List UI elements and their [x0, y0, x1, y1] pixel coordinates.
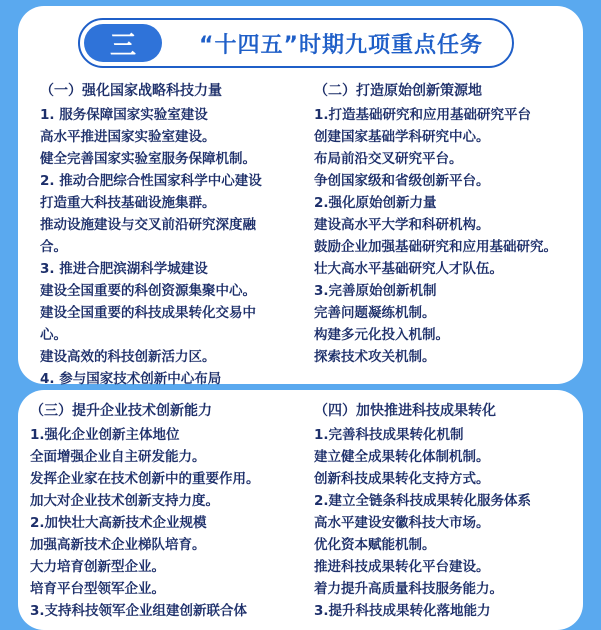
task-line: 合。	[40, 239, 67, 255]
section-lines	[40, 104, 295, 390]
task-line: 构建多元化投入机制。	[314, 327, 449, 343]
task-line: 心。	[40, 327, 67, 343]
task-line: 推动设施建设与交叉前沿研究深度融	[40, 217, 256, 233]
task-line: 优化资本赋能机制。	[314, 537, 436, 553]
section-heading: （三）提升企业技术创新能力	[30, 403, 212, 419]
task-line: 探索技术攻关机制。	[314, 349, 436, 365]
section-4	[314, 400, 584, 622]
task-line: 3.完善原始创新机制	[314, 283, 437, 299]
task-line: 2.加快壮大高新技术企业规模	[30, 515, 207, 531]
task-line: 建立健全成果转化体制机制。	[314, 449, 490, 465]
task-line: 3. 推进合肥滨湖科学城建设	[40, 261, 208, 277]
task-line: 建设全国重要的科技成果转化交易中	[40, 305, 256, 321]
page-title: “十四五”时期九项重点任务	[199, 32, 483, 58]
task-line: 建设高效的科技创新活力区。	[40, 349, 216, 365]
section-1	[40, 80, 295, 390]
section-number-badge: 三	[84, 24, 162, 62]
task-line: 创新科技成果转化支持方式。	[314, 471, 490, 487]
task-line: 3.支持科技领军企业组建创新联合体	[30, 603, 248, 619]
task-line: 1. 服务保障国家实验室建设	[40, 107, 208, 123]
section-lines	[30, 424, 310, 622]
section-heading: （四）加快推进科技成果转化	[314, 403, 496, 419]
task-line: 1.强化企业创新主体地位	[30, 427, 180, 443]
task-line: 1.完善科技成果转化机制	[314, 427, 464, 443]
task-line: 大力培育创新型企业。	[30, 559, 165, 575]
task-line: 鼓励企业加强基础研究和应用基础研究。	[314, 239, 557, 255]
task-line: 争创国家级和省级创新平台。	[314, 173, 490, 189]
task-line: 打造重大科技基础设施集群。	[40, 195, 216, 211]
task-line: 全面增强企业自主研发能力。	[30, 449, 206, 465]
task-line: 高水平建设安徽科技大市场。	[314, 515, 490, 531]
task-line: 着力提升高质量科技服务能力。	[314, 581, 503, 597]
task-line: 2. 推动合肥综合性国家科学中心建设	[40, 173, 262, 189]
section-3	[30, 400, 310, 622]
task-line: 建设全国重要的科创资源集聚中心。	[40, 283, 256, 299]
section-heading: （一）强化国家战略科技力量	[40, 83, 222, 99]
title-banner	[78, 18, 514, 68]
task-line: 推进科技成果转化平台建设。	[314, 559, 490, 575]
section-heading: （二）打造原始创新策源地	[314, 83, 482, 99]
task-line: 2.建立全链条科技成果转化服务体系	[314, 493, 532, 509]
section-2	[314, 80, 582, 368]
task-line: 建设高水平大学和科研机构。	[314, 217, 490, 233]
task-line: 加强高新技术企业梯队培育。	[30, 537, 206, 553]
task-line: 4. 参与国家技术创新中心布局	[40, 371, 222, 387]
task-line: 加大对企业技术创新支持力度。	[30, 493, 219, 509]
task-line: 完善问题凝练机制。	[314, 305, 436, 321]
task-line: 培育平台型领军企业。	[30, 581, 165, 597]
task-line: 1.打造基础研究和应用基础研究平台	[314, 107, 532, 123]
task-line: 健全完善国家实验室服务保障机制。	[40, 151, 256, 167]
task-line: 创建国家基础学科研究中心。	[314, 129, 490, 145]
task-line: 3.提升科技成果转化落地能力	[314, 603, 491, 619]
task-line: 壮大高水平基础研究人才队伍。	[314, 261, 503, 277]
section-lines	[314, 104, 582, 368]
section-lines	[314, 424, 584, 622]
task-line: 2.强化原始创新力量	[314, 195, 437, 211]
task-line: 布局前沿交叉研究平台。	[314, 151, 463, 167]
task-line: 发挥企业家在技术创新中的重要作用。	[30, 471, 260, 487]
task-line: 高水平推进国家实验室建设。	[40, 129, 216, 145]
